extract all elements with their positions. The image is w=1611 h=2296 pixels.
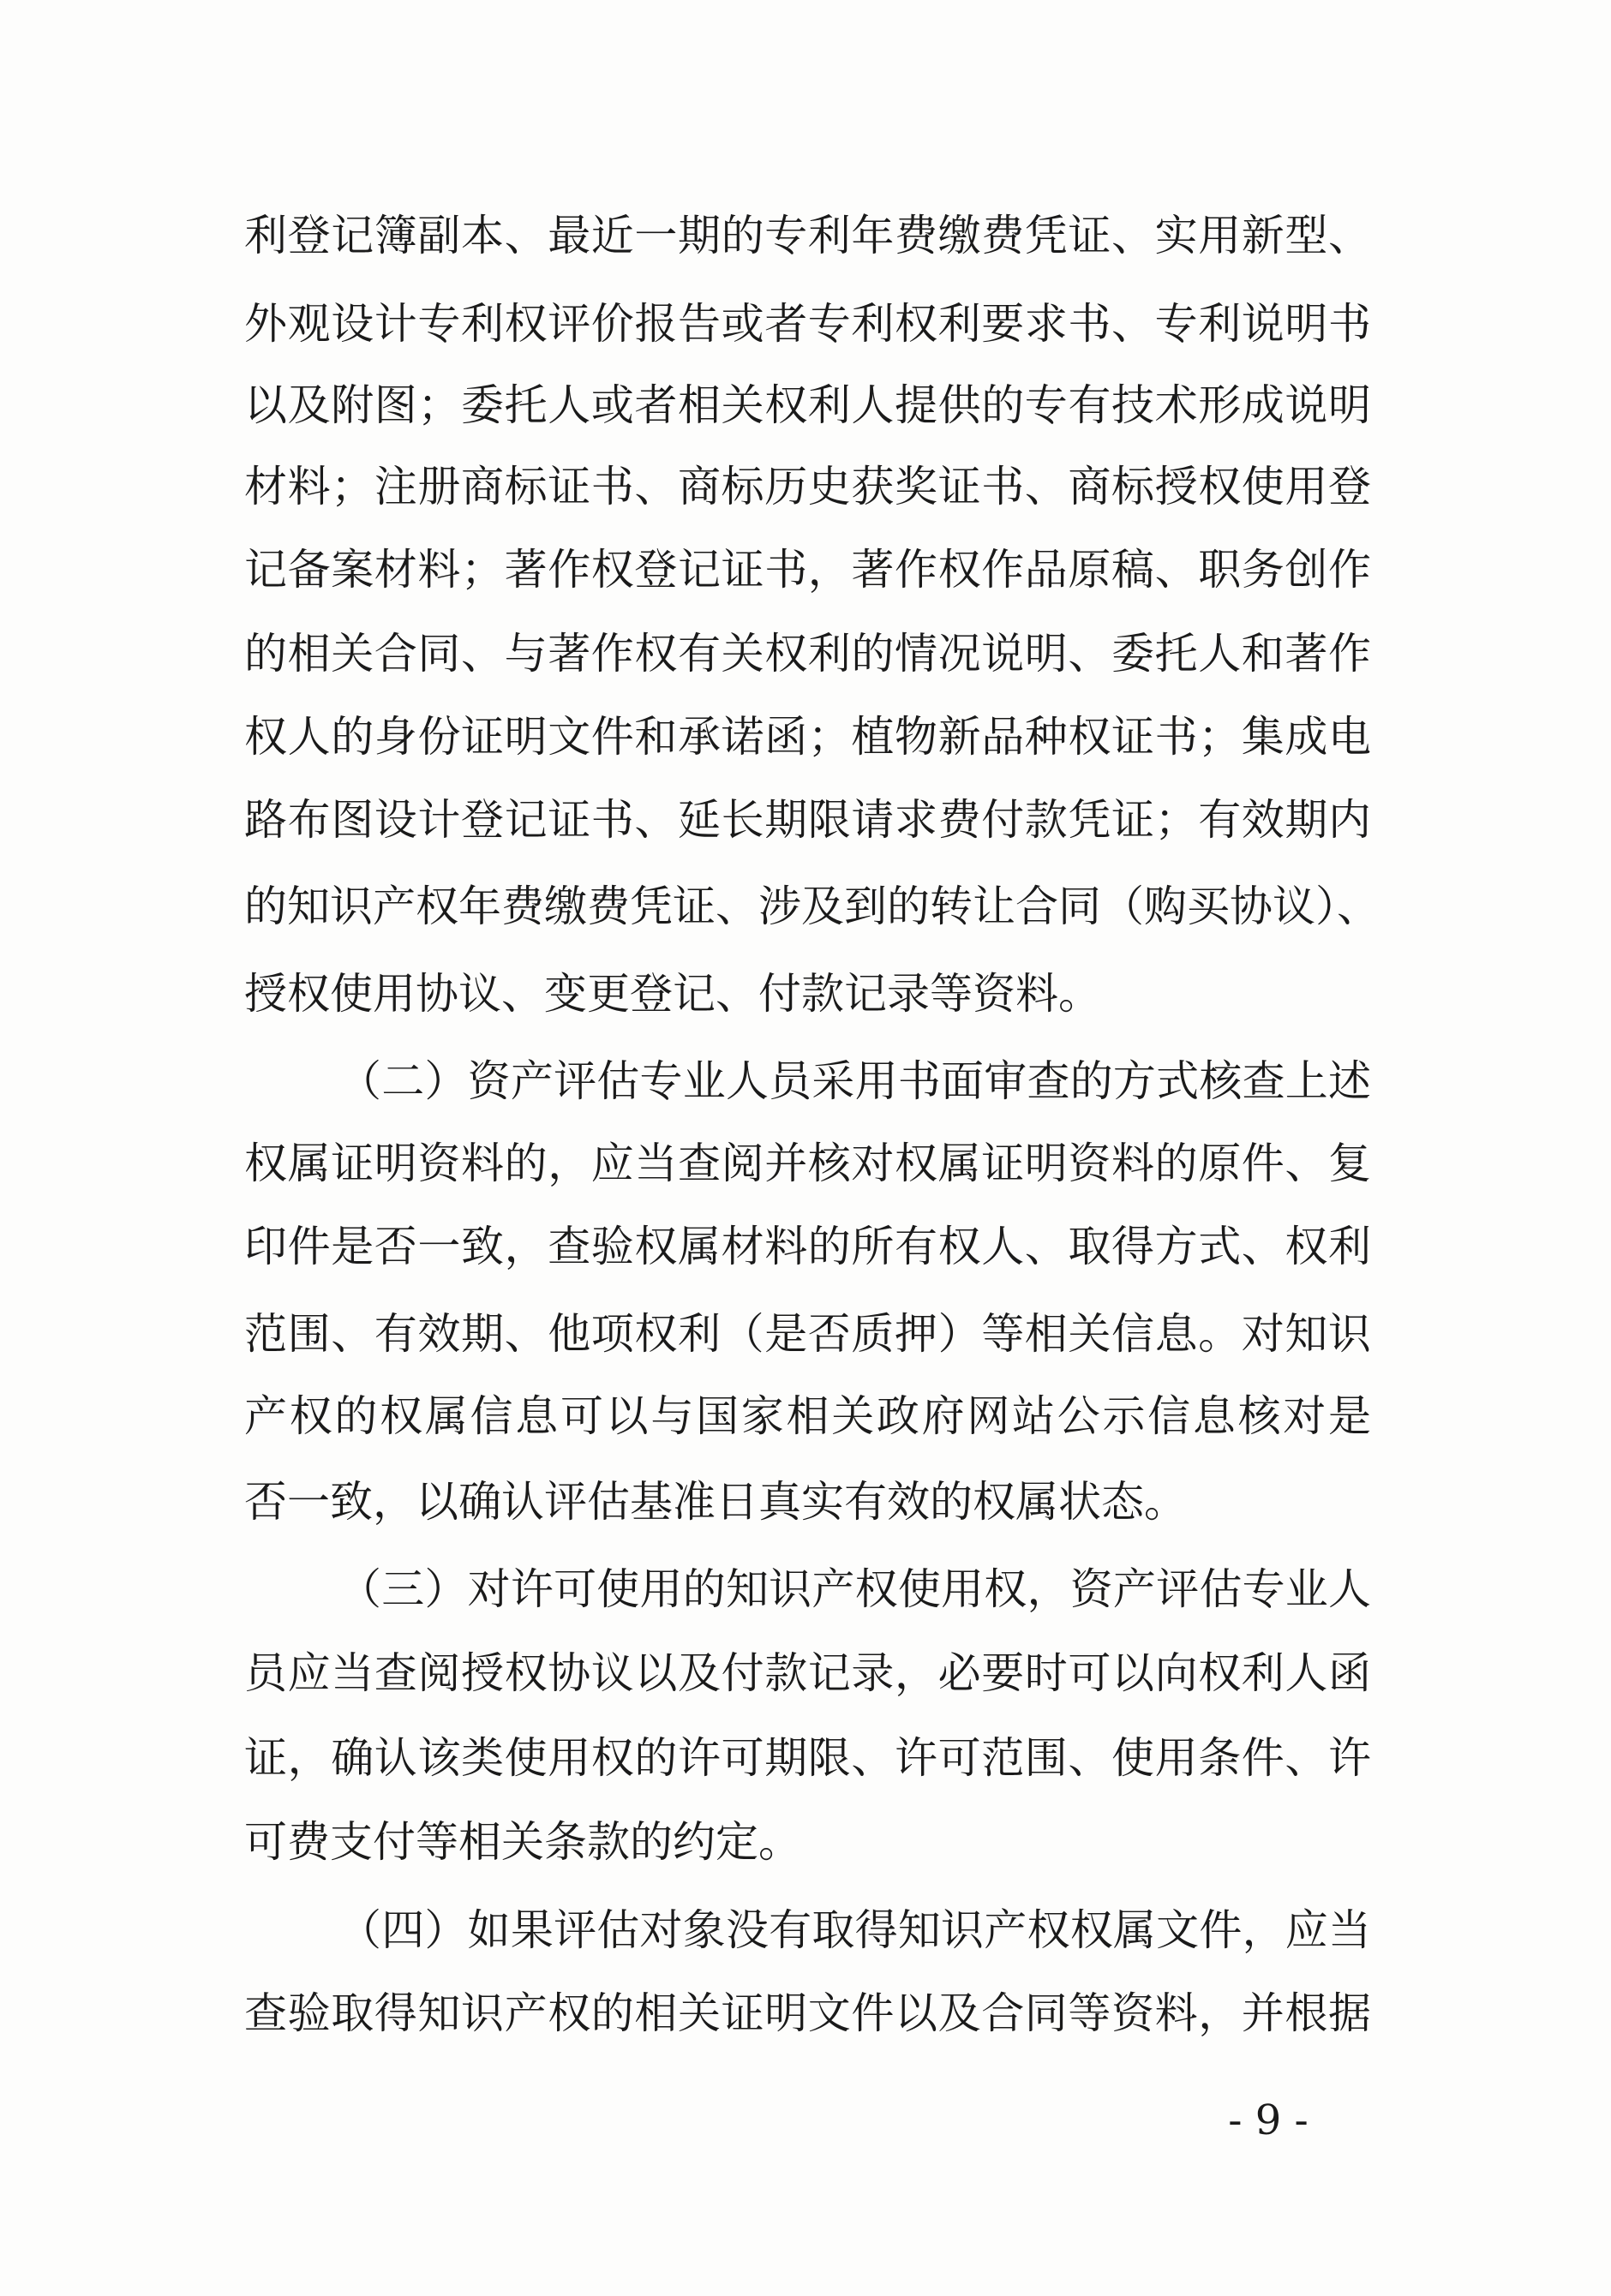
text-line: 员应当查阅授权协议以及付款记录，必要时可以向权利人函 bbox=[244, 1648, 1371, 1698]
text-line: 印件是否一致，查验权属材料的所有权人、取得方式、权利 bbox=[244, 1222, 1371, 1271]
paragraph-first-line: （二）资产评估专业人员采用书面审查的方式核查上述 bbox=[338, 1056, 1371, 1106]
text-line: 证，确认该类使用权的许可期限、许可范围、使用条件、许 bbox=[244, 1733, 1371, 1783]
text-line: 范围、有效期、他项权利（是否质押）等相关信息。对知识 bbox=[244, 1309, 1371, 1359]
text-line: 查验取得知识产权的相关证明文件以及合同等资料，并根据 bbox=[244, 1988, 1371, 2038]
text-line: 否一致，以确认评估基准日真实有效的权属状态。 bbox=[244, 1477, 1187, 1527]
paragraph-first-line: （四）如果评估对象没有取得知识产权权属文件，应当 bbox=[338, 1905, 1371, 1955]
text-line: 权属证明资料的，应当查阅并核对权属证明资料的原件、复 bbox=[244, 1139, 1371, 1188]
text-line: 授权使用协议、变更登记、付款记录等资料。 bbox=[244, 969, 1101, 1019]
text-line: 记备案材料；著作权登记证书，著作权作品原稿、职务创作 bbox=[244, 545, 1371, 595]
text-line: 利登记簿副本、最近一期的专利年费缴费凭证、实用新型、 bbox=[244, 211, 1371, 260]
text-line: 材料；注册商标证书、商标历史获奖证书、商标授权使用登 bbox=[244, 462, 1371, 511]
text-line: 可费支付等相关条款的约定。 bbox=[244, 1817, 801, 1867]
text-line: 外观设计专利权评价报告或者专利权利要求书、专利说明书 bbox=[244, 299, 1371, 349]
text-line: 路布图设计登记证书、延长期限请求费付款凭证；有效期内 bbox=[244, 795, 1371, 845]
text-line: 产权的权属信息可以与国家相关政府网站公示信息核对是 bbox=[244, 1391, 1371, 1441]
paragraph-first-line: （三）对许可使用的知识产权使用权，资产评估专业人 bbox=[338, 1564, 1371, 1614]
text-line: 的知识产权年费缴费凭证、涉及到的转让合同（购买协议）、 bbox=[244, 882, 1380, 931]
text-line: 的相关合同、与著作权有关权利的情况说明、委托人和著作 bbox=[244, 629, 1371, 679]
text-line: 权人的身份证明文件和承诺函；植物新品种权证书；集成电 bbox=[244, 712, 1371, 762]
page-number: - 9 - bbox=[1228, 2096, 1309, 2144]
text-line: 以及附图；委托人或者相关权利人提供的专有技术形成说明 bbox=[244, 380, 1371, 430]
